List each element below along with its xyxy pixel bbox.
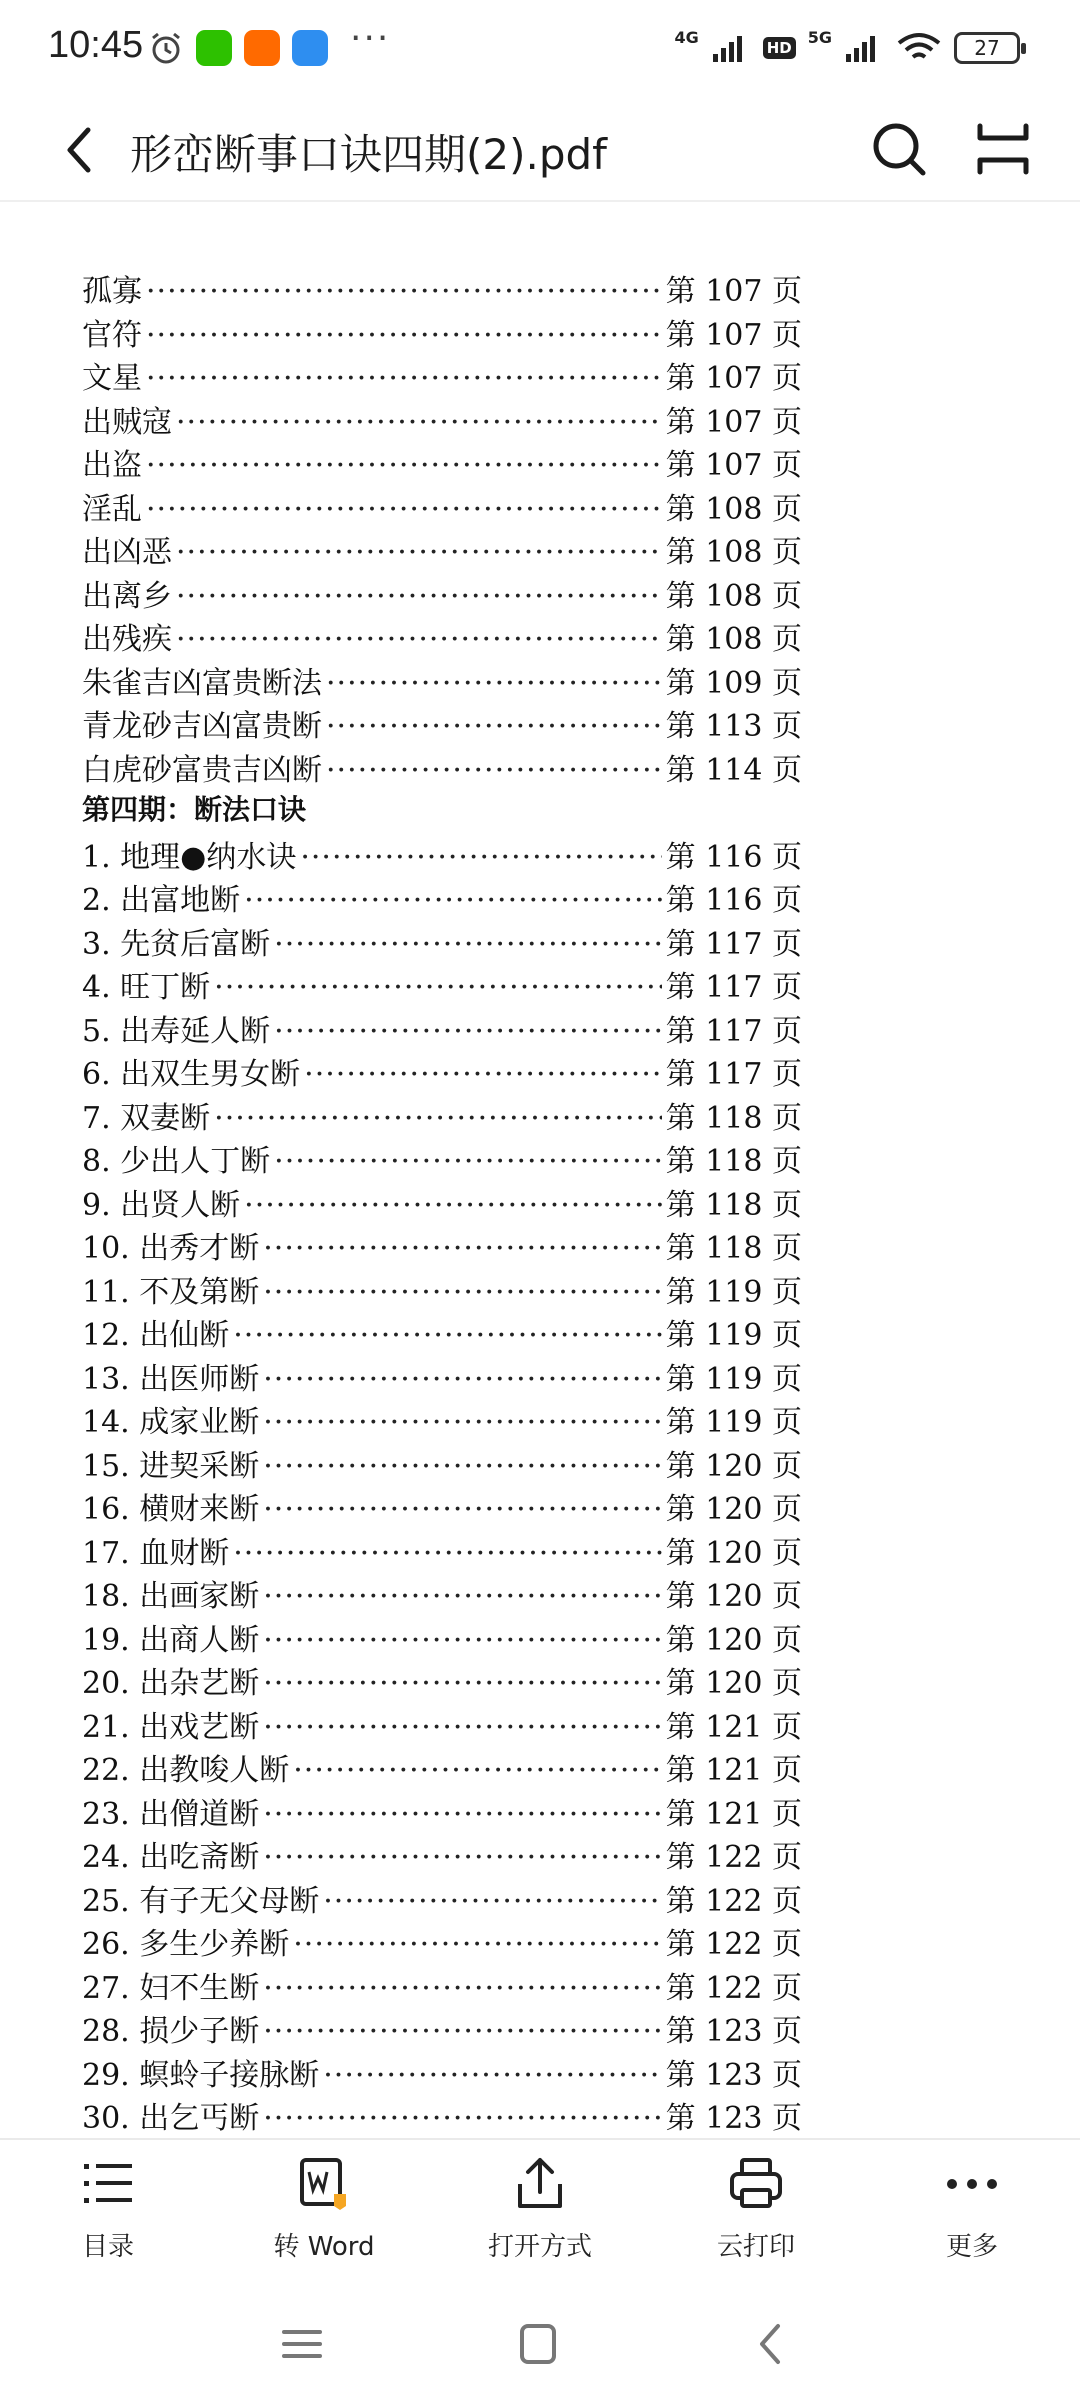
toc-leader-dots [304,1057,661,1092]
toc-entry-page: 第 107 页 [665,448,802,483]
toc-leader-dots [176,622,662,657]
toc-entry-page: 第 108 页 [665,535,802,570]
recent-apps-icon[interactable] [272,2316,332,2372]
toc-entry-page: 第 119 页 [665,1405,802,1440]
toc-entry-page: 第 120 页 [665,1448,802,1484]
toc-entry-label: 22. 出教唆人断 [82,1753,290,1788]
toc-leader-dots [263,2101,661,2136]
toc-entry-page: 第 118 页 [665,1100,802,1136]
toc-entry-label: 朱雀吉凶富贵断法 [82,665,322,701]
toc-row [82,1615,802,1659]
signal-icon [844,32,884,64]
toc-row [82,527,802,571]
toc-row [82,658,802,702]
toc-entry-page: 第 116 页 [665,883,802,918]
toc-leader-dots [233,1318,661,1353]
list-icon [78,2154,138,2214]
cloud-print-label: 云打印 [716,2232,795,2262]
toc-entry-label: 24. 出吃斋断 [82,1840,260,1875]
signal-icon [711,32,751,64]
wifi-icon [896,31,942,65]
taobao-icon [244,30,280,66]
toc-entry-label: 白虎砂富贵吉凶断 [82,752,322,788]
toc-row [82,440,802,484]
network-4g-label: 4G [674,28,699,47]
more-label: 更多 [945,2232,998,2262]
toc-row [82,1528,802,1572]
toc-entry-page: 第 109 页 [665,665,802,701]
toc-leader-dots [146,274,662,309]
back-icon[interactable] [52,120,112,180]
toc-leader-dots [263,1405,661,1440]
toc-entry-label: 官符 [82,317,142,353]
toc-row [82,701,802,745]
toc-entry-page: 第 123 页 [665,2014,802,2049]
toc-entry-label: 8. 少出人丁断 [82,1144,271,1179]
toc-row [82,2006,802,2050]
toc-entry-label: 11. 不及第断 [82,1274,260,1310]
status-bar [0,0,1080,100]
toc-leader-dots [323,2058,661,2093]
toc-row [82,1310,802,1354]
toc-row [82,1571,802,1615]
cloud-print-button[interactable] [666,2154,846,2284]
toc-leader-dots [274,927,661,962]
toc-entry-label: 14. 成家业断 [82,1405,260,1440]
toc-leader-dots [263,1449,661,1484]
toc-leader-dots [263,1492,661,1527]
toc-entry-page: 第 118 页 [665,1187,802,1223]
toc-row [82,962,802,1006]
toc-leader-dots [326,666,662,701]
toc-entry-label: 出凶恶 [82,535,172,570]
toc-button-label: 目录 [81,2232,134,2262]
status-time: 10:45 [48,24,144,66]
more-dots-icon: ··· [350,18,391,59]
toc-row [82,1267,802,1311]
toc-entry-page: 第 120 页 [665,1579,802,1614]
toc-entry-label: 21. 出戏艺断 [82,1709,260,1745]
toc-row [82,1789,802,1833]
toc-leader-dots [326,709,662,744]
toc-entry-label: 17. 血财断 [82,1535,230,1571]
toc-entry-page: 第 117 页 [665,926,802,962]
app-header [0,100,1080,202]
toc-entry-label: 28. 损少子断 [82,2014,260,2049]
toc-leader-dots [326,753,662,788]
toc-row [82,1354,802,1398]
toc-row [82,1006,802,1050]
convert-word-label: 转 Word [273,2232,375,2262]
home-icon[interactable] [508,2316,568,2372]
toc-row [82,1919,802,1963]
pdf-viewer[interactable] [0,204,1080,2138]
toc-row [82,397,802,441]
toc-entry-label: 4. 旺丁断 [82,970,211,1005]
toc-row [82,614,802,658]
toc-row [82,484,802,528]
toc-row [82,310,802,354]
toc-entry-page: 第 107 页 [665,274,802,309]
toc-row [82,1876,802,1920]
toc-entry-label: 20. 出杂艺断 [82,1666,260,1701]
bottom-toolbar [0,2138,1080,2288]
toc-row [82,1049,802,1093]
table-of-contents [82,266,802,2137]
toc-entry-label: 5. 出寿延人断 [82,1013,271,1049]
toc-entry-page: 第 108 页 [665,622,802,657]
toc-entry-page: 第 123 页 [665,2101,802,2136]
toc-entry-label: 16. 横财来断 [82,1492,260,1527]
toc-row [82,1136,802,1180]
share-icon [510,2154,570,2214]
toc-leader-dots [293,1927,661,1962]
toc-entry-label: 30. 出乞丐断 [82,2101,260,2136]
toc-entry-page: 第 123 页 [665,2057,802,2093]
open-with-button[interactable] [450,2154,630,2284]
toc-row [82,1180,802,1224]
battery-icon: 27 [954,32,1020,64]
toc-leader-dots [263,1840,661,1875]
toc-leader-dots [214,1101,661,1136]
toc-entry-page: 第 122 页 [665,1840,802,1875]
hd-badge: HD [763,37,796,59]
toc-leader-dots [263,1362,661,1397]
app-icon [292,30,328,66]
toc-leader-dots [263,1666,661,1701]
toc-entry-label: 出贼寇 [82,404,172,440]
network-5g-label: 5G [807,28,832,47]
toc-row [82,1484,802,1528]
toc-section-heading: 第四期：断法口诀 [82,793,307,826]
toc-entry-label: 10. 出秀才断 [82,1231,260,1266]
toc-row [82,571,802,615]
toc-entry-page: 第 118 页 [665,1144,802,1179]
toc-row [82,1963,802,2007]
toc-entry-page: 第 107 页 [665,361,802,396]
toc-row [82,832,802,876]
toc-entry-label: 2. 出富地断 [82,883,241,918]
toc-entry-page: 第 120 页 [665,1622,802,1658]
toc-entry-page: 第 121 页 [665,1796,802,1832]
toc-entry-page: 第 117 页 [665,1013,802,1049]
toc-entry-page: 第 117 页 [665,1057,802,1092]
toc-leader-dots [263,1579,661,1614]
toc-leader-dots [263,1623,661,1658]
toc-leader-dots [214,970,661,1005]
toc-leader-dots [146,448,662,483]
toc-entry-label: 23. 出僧道断 [82,1796,260,1832]
toc-row [82,1093,802,1137]
toc-entry-label: 出离乡 [82,578,172,614]
toc-row [82,1832,802,1876]
toc-entry-label: 29. 螟蛉子接脉断 [82,2057,320,2093]
system-nav-bar [0,2288,1080,2400]
toc-entry-page: 第 108 页 [665,491,802,527]
toc-entry-label: 1. 地理●纳水诀 [82,839,297,875]
toc-row [82,1702,802,1746]
toc-row [82,1397,802,1441]
toc-leader-dots [176,535,662,570]
toc-entry-page: 第 119 页 [665,1361,802,1397]
toc-leader-dots [263,1971,661,2006]
toc-entry-label: 孤寡 [82,274,142,309]
toc-row [82,2050,802,2094]
toc-leader-dots [176,579,662,614]
toc-entry-label: 19. 出商人断 [82,1622,260,1658]
toc-entry-page: 第 108 页 [665,578,802,614]
toc-leader-dots [263,2014,661,2049]
toc-entry-label: 出残疾 [82,622,172,657]
toc-entry-page: 第 113 页 [665,709,802,744]
toc-leader-dots [274,1144,661,1179]
toc-entry-label: 淫乱 [82,491,142,527]
toc-entry-page: 第 122 页 [665,1927,802,1962]
search-icon[interactable] [868,118,930,180]
toc-entry-page: 第 119 页 [665,1318,802,1353]
toc-entry-page: 第 122 页 [665,1970,802,2006]
toc-entry-label: 13. 出医师断 [82,1361,260,1397]
toc-leader-dots [146,361,662,396]
status-right [674,28,1020,68]
open-with-label: 打开方式 [487,2232,592,2262]
toc-entry-page: 第 114 页 [665,752,802,788]
toc-entry-label: 18. 出画家断 [82,1579,260,1614]
toc-leader-dots [274,1014,661,1049]
toc-entry-page: 第 119 页 [665,1274,802,1310]
toc-leader-dots [146,318,662,353]
toc-leader-dots [244,883,661,918]
convert-word-button[interactable] [234,2154,414,2284]
toc-entry-label: 12. 出仙断 [82,1318,230,1353]
back-nav-icon[interactable] [742,2316,802,2372]
more-button[interactable] [882,2154,1062,2284]
toc-row [82,1441,802,1485]
toc-leader-dots [176,405,662,440]
toc-row [82,919,802,963]
toc-leader-dots [300,840,661,875]
toc-leader-dots [263,1275,661,1310]
pdf-page [0,204,1080,2138]
toc-row [82,266,802,310]
toc-entry-page: 第 120 页 [665,1535,802,1571]
toc-entry-label: 6. 出双生男女断 [82,1057,301,1092]
toc-entry-page: 第 120 页 [665,1492,802,1527]
toc-entry-page: 第 107 页 [665,404,802,440]
toc-leader-dots [263,1231,661,1266]
toc-entry-page: 第 118 页 [665,1231,802,1266]
toc-leader-dots [244,1188,661,1223]
toc-entry-label: 25. 有子无父母断 [82,1883,320,1919]
document-title: 形峦断事口诀四期(2).pdf [130,130,607,179]
word-convert-icon [294,2154,354,2214]
toc-row [82,1658,802,1702]
toc-entry-label: 15. 进契采断 [82,1448,260,1484]
toc-entry-label: 3. 先贫后富断 [82,926,271,962]
toc-entry-page: 第 116 页 [665,839,802,875]
toc-entry-label: 7. 双妻断 [82,1100,211,1136]
alarm-icon [148,30,184,66]
toc-entry-page: 第 121 页 [665,1709,802,1745]
toc-entry-label: 文星 [82,361,142,396]
toc-leader-dots [293,1753,661,1788]
toc-entry-page: 第 107 页 [665,317,802,353]
toc-entry-page: 第 121 页 [665,1753,802,1788]
toc-entry-label: 26. 多生少养断 [82,1927,290,1962]
printer-icon [726,2154,786,2214]
toc-row [82,2093,802,2137]
toc-entry-label: 9. 出贤人断 [82,1187,241,1223]
toc-leader-dots [263,1797,661,1832]
toc-row [82,353,802,397]
toc-entry-page: 第 117 页 [665,970,802,1005]
toc-button[interactable] [18,2154,198,2284]
toc-entry-label: 27. 妇不生断 [82,1970,260,2006]
toc-entry-page: 第 122 页 [665,1883,802,1919]
toc-row [82,1745,802,1789]
toc-entry-label: 出盗 [82,448,142,483]
fullscreen-icon[interactable] [972,118,1034,180]
toc-leader-dots [146,492,662,527]
toc-leader-dots [323,1884,661,1919]
toc-row [82,1223,802,1267]
toc-leader-dots [233,1536,661,1571]
more-icon [942,2154,1002,2214]
toc-row [82,745,802,789]
toc-entry-label: 青龙砂吉凶富贵断 [82,709,322,744]
toc-row [82,875,802,919]
toc-entry-page: 第 120 页 [665,1666,802,1701]
toc-leader-dots [263,1710,661,1745]
wechat-icon [196,30,232,66]
